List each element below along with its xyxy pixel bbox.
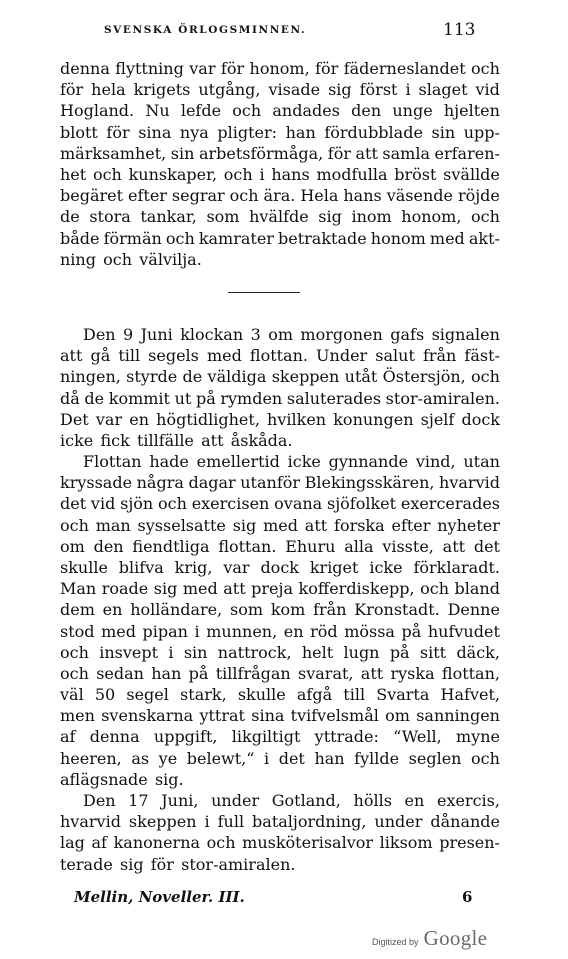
- text-line: men svenskarna yttrat sina tvifvelsmål om sanningen: [60, 706, 500, 726]
- text-line: att gå till segels med flottan. Under salut från fäst-: [60, 346, 500, 366]
- text-line: Den 17 Juni, under Gotland, hölls en exercis,: [83, 791, 500, 810]
- paragraph-4: [60, 790, 500, 875]
- paragraph-3: [60, 451, 500, 790]
- text-line: både förmän och kamrater betraktade honom med akt-: [60, 228, 500, 248]
- text-line: af denna uppgift, likgiltigt yttrade: “Well, myne: [60, 727, 500, 747]
- section-divider: [228, 292, 300, 293]
- signature-text: Mellin, Noveller. III.: [74, 888, 245, 906]
- text-line: för hela krigets utgång, visade sig först i slaget vid: [60, 80, 500, 100]
- text-line: Flottan hade emellertid icke gynnande vind, utan: [83, 452, 500, 471]
- google-logo: Google: [423, 926, 488, 950]
- text-line: hvarvid skeppen i full bataljordning, under dånande: [60, 812, 500, 832]
- text-line: väl 50 segel stark, skulle afgå till Svarta Hafvet,: [60, 685, 500, 705]
- signature-number: 6: [462, 888, 473, 906]
- text-line: och sedan han på tillfrågan svarat, att ryska flottan,: [60, 663, 500, 683]
- text-line: heeren, as ye belewt,“ i det han fyllde seglen och: [60, 748, 500, 768]
- text-line: Hogland. Nu lefde och andades den unge hjelten: [60, 101, 500, 121]
- digitized-watermark: [372, 926, 487, 951]
- text-line: lag af kanonerna och musköterisalvor liksom presen-: [60, 833, 500, 853]
- digitized-by-label: Digitized by: [372, 937, 419, 947]
- text-line: ningen, styrde de väldiga skeppen utåt Östersjön, och: [60, 367, 500, 387]
- text-line: de stora tankar, som hvälfde sig inom honom, och: [60, 207, 500, 227]
- text-line: det vid sjön och exercisen ovana sjöfolket exercerades: [60, 494, 500, 514]
- text-line: begäret efter segrar och ära. Hela hans väsende röjde: [60, 186, 500, 206]
- text-line: dem en holländare, som kom från Kronstadt. Denne: [60, 600, 500, 620]
- signature-line: [74, 888, 484, 908]
- page-header: [0, 20, 568, 40]
- text-line: och man sysselsatte sig med att forska efter nyheter: [60, 515, 500, 535]
- text-line: terade sig för stor-amiralen.: [60, 854, 296, 874]
- text-line: Man roade sig med att preja kofferdiskepp, och bland: [60, 579, 500, 599]
- text-line: Det var en högtidlighet, hvilken konungen sjelf dock: [60, 409, 500, 429]
- text-line: märksamhet, sin arbetsförmåga, för att samla erfaren-: [60, 143, 500, 163]
- text-line: om den fiendtliga flottan. Ehuru alla visste, att det: [60, 536, 500, 556]
- text-line: Den 9 Juni klockan 3 om morgonen gafs signalen: [83, 325, 500, 344]
- text-line: då de kommit ut på rymden saluterades stor-amiralen.: [60, 388, 500, 408]
- text-line: icke fick tillfälle att åskåda.: [60, 430, 293, 450]
- text-line: kryssade några dagar utanför Blekingsskären, hvarvid: [60, 473, 500, 493]
- text-line: stod med pipan i munnen, en röd mössa på hufvudet: [60, 621, 500, 641]
- text-line: aflägsnade sig.: [60, 769, 184, 789]
- running-head: SVENSKA ÖRLOGSMINNEN.: [104, 24, 307, 36]
- text-line: och insvept i sin nattrock, helt lugn på sitt däck,: [60, 642, 500, 662]
- text-line: skulle blifva krig, var dock kriget icke förklaradt.: [60, 557, 500, 577]
- text-line: ning och välvilja.: [60, 249, 202, 269]
- paragraph-2: [60, 324, 500, 451]
- page-number: 113: [443, 20, 476, 40]
- text-line: blott för sina nya pligter: han fördubblade sin upp-: [60, 122, 500, 142]
- paragraph-1: [60, 58, 500, 270]
- text-line: het och kunskaper, och i hans modfulla bröst svällde: [60, 164, 500, 184]
- text-line: denna flyttning var för honom, för fäderneslandet och: [60, 59, 500, 78]
